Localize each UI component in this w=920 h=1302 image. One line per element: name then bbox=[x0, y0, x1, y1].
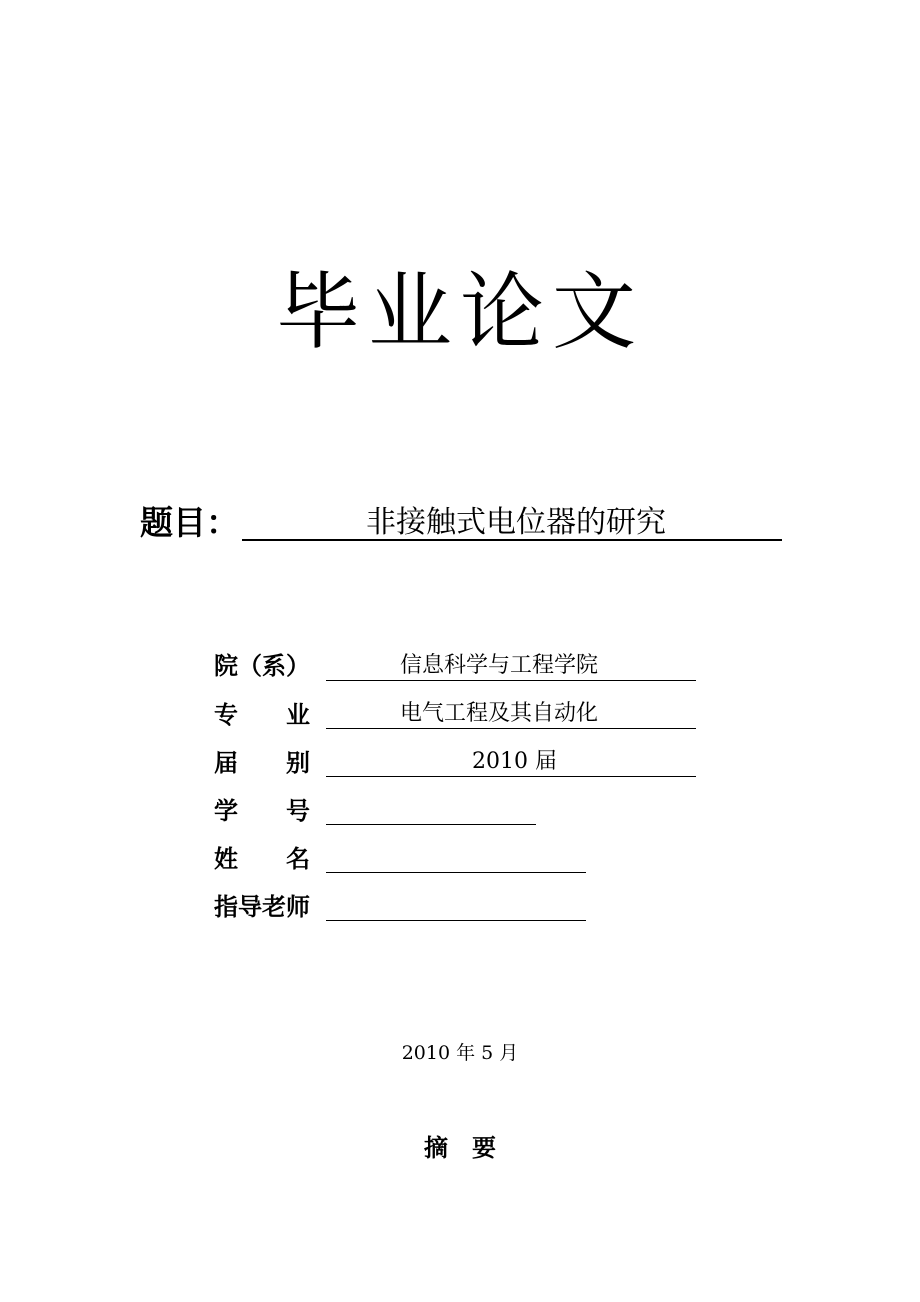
field-label-name: 姓 名 bbox=[214, 844, 310, 873]
field-value-major: 电气工程及其自动化 bbox=[400, 701, 599, 726]
field-label-advisor: 指导老师 bbox=[214, 892, 310, 921]
submission-date: 2010 年 5 月 bbox=[401, 1042, 519, 1064]
topic-value: 非接触式电位器的研究 bbox=[366, 505, 666, 540]
field-underline-advisor bbox=[326, 892, 586, 921]
main-title: 毕业论文 bbox=[275, 263, 644, 361]
field-label-student-id: 学 号 bbox=[214, 796, 310, 825]
field-value-department: 信息科学与工程学院 bbox=[400, 653, 599, 678]
field-value-class-year: 2010 届 bbox=[472, 749, 557, 774]
topic-label: 题目： bbox=[140, 503, 239, 542]
field-underline-name bbox=[326, 844, 586, 873]
field-label-class-year: 届 别 bbox=[214, 748, 310, 777]
abstract-heading: 摘 要 bbox=[424, 1133, 496, 1162]
field-label-major: 专 业 bbox=[214, 700, 310, 729]
field-label-department: 院（系） bbox=[214, 651, 310, 680]
field-underline-student-id bbox=[326, 796, 536, 825]
